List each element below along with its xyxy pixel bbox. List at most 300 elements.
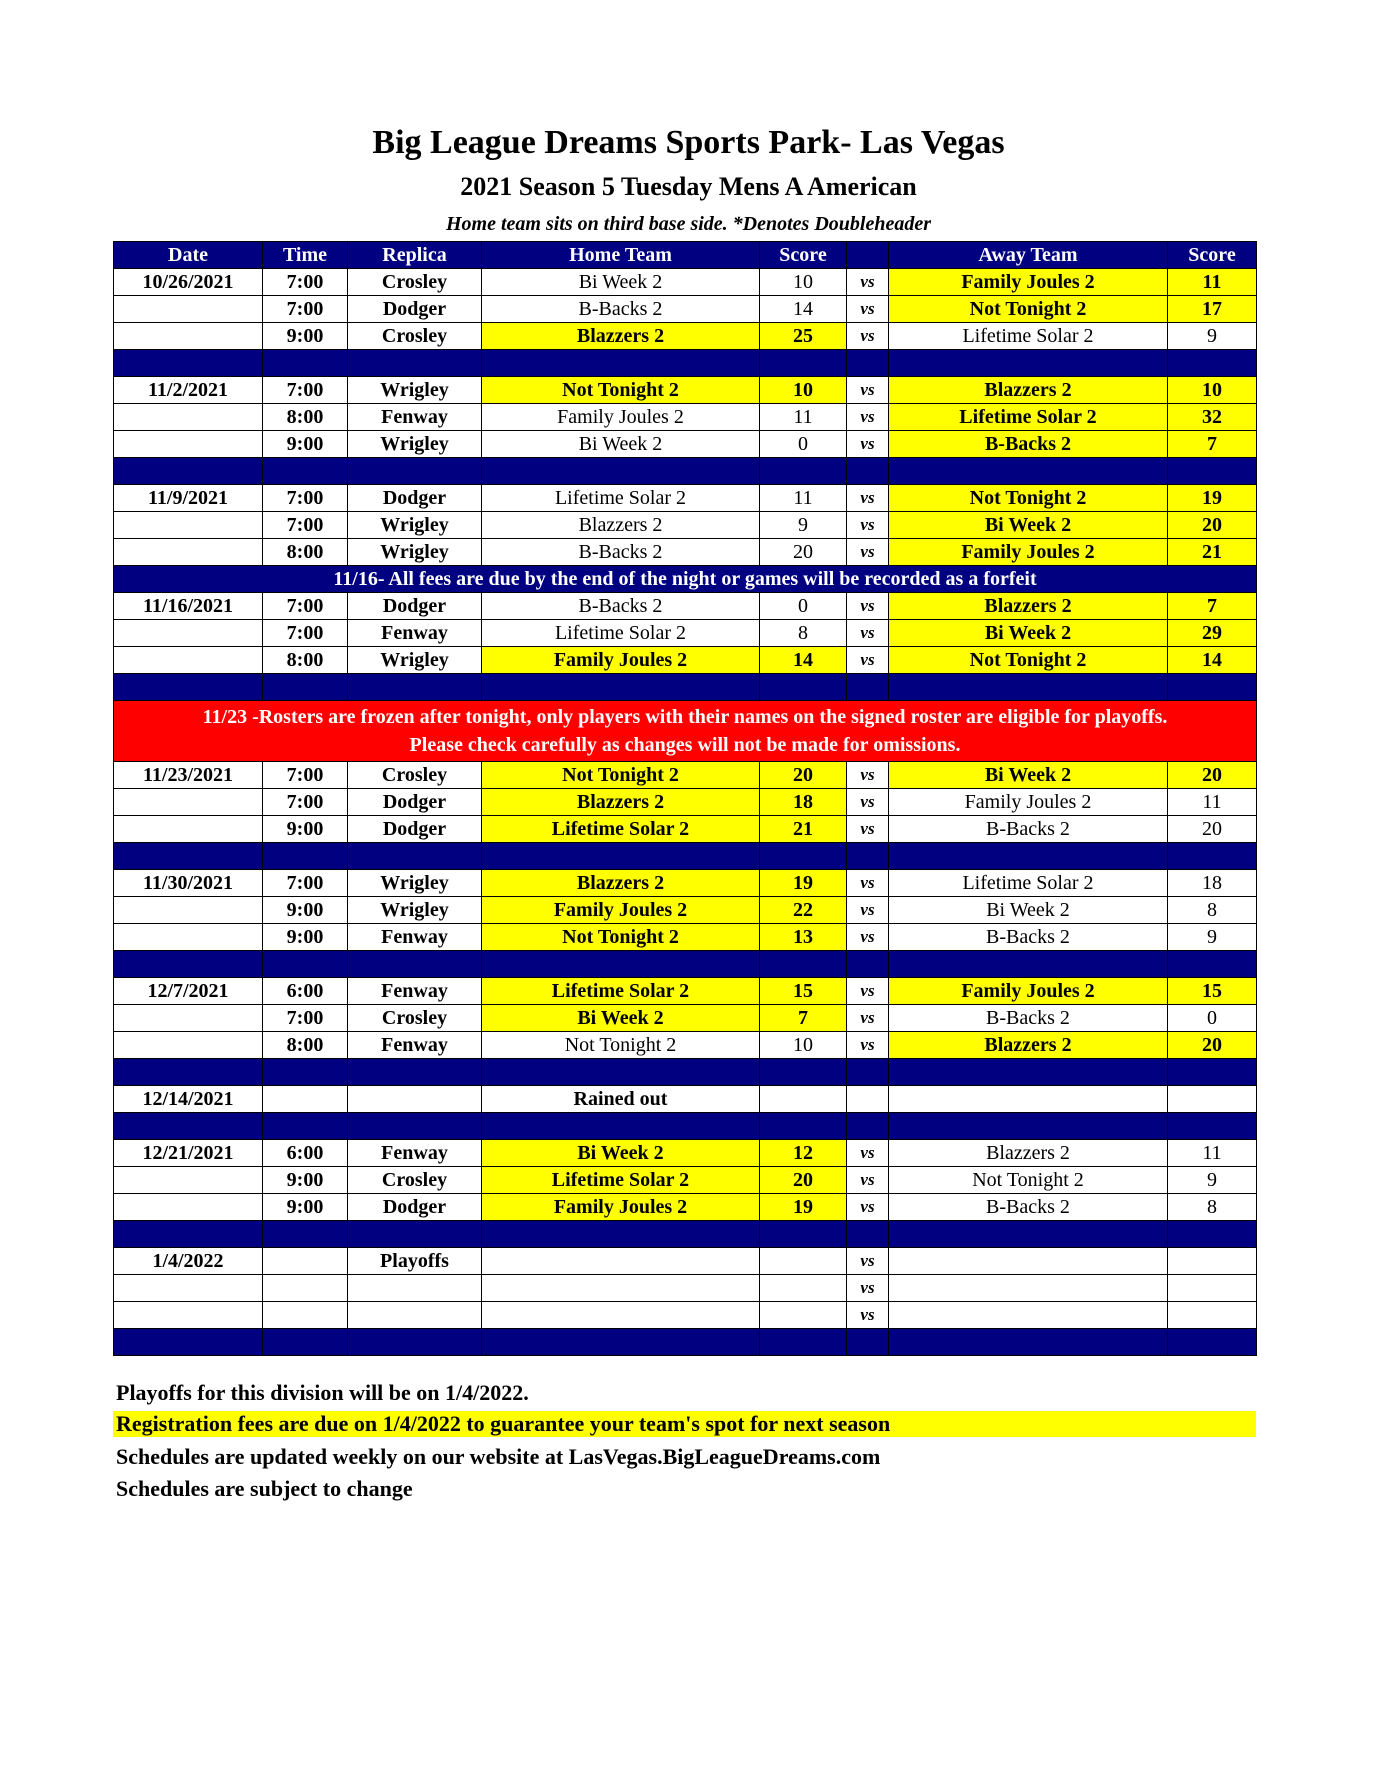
spacer-row xyxy=(114,1329,1257,1356)
spacer-cell xyxy=(1168,458,1257,485)
roster-notice-row xyxy=(114,701,1257,762)
vs-label: vs xyxy=(847,870,889,897)
spacer-cell xyxy=(263,674,348,701)
home-team xyxy=(482,1248,760,1275)
game-date xyxy=(114,1005,263,1032)
away-team: Lifetime Solar 2 xyxy=(889,404,1168,431)
spacer-cell xyxy=(1168,843,1257,870)
spacer-cell xyxy=(482,1221,760,1248)
game-date xyxy=(114,1275,263,1302)
spacer-cell xyxy=(482,1329,760,1356)
spacer-cell xyxy=(889,1329,1168,1356)
game-date: 12/21/2021 xyxy=(114,1140,263,1167)
home-score: 20 xyxy=(760,762,847,789)
game-date xyxy=(114,296,263,323)
spacer-cell xyxy=(482,1113,760,1140)
game-time: 9:00 xyxy=(263,924,348,951)
away-score: 20 xyxy=(1168,1032,1257,1059)
game-replica: Fenway xyxy=(348,978,482,1005)
game-time: 6:00 xyxy=(263,1140,348,1167)
col-date-header: Date xyxy=(114,242,263,269)
game-time xyxy=(263,1275,348,1302)
vs-label: vs xyxy=(847,620,889,647)
spacer-row xyxy=(114,951,1257,978)
game-replica: Fenway xyxy=(348,1032,482,1059)
away-score: 7 xyxy=(1168,431,1257,458)
home-team: Lifetime Solar 2 xyxy=(482,978,760,1005)
spacer-cell xyxy=(348,674,482,701)
away-team: Bi Week 2 xyxy=(889,512,1168,539)
game-replica: Wrigley xyxy=(348,377,482,404)
vs-label: vs xyxy=(847,296,889,323)
home-score: 20 xyxy=(760,1167,847,1194)
game-row xyxy=(114,620,1257,647)
game-replica: Wrigley xyxy=(348,870,482,897)
col-home-team-header: Home Team xyxy=(482,242,760,269)
away-team: Not Tonight 2 xyxy=(889,485,1168,512)
away-score xyxy=(1168,1248,1257,1275)
spacer-cell xyxy=(847,843,889,870)
spacer-cell xyxy=(348,843,482,870)
game-row xyxy=(114,816,1257,843)
col-replica-header: Replica xyxy=(348,242,482,269)
away-team: Lifetime Solar 2 xyxy=(889,870,1168,897)
away-score: 11 xyxy=(1168,269,1257,296)
vs-label: vs xyxy=(847,1302,889,1329)
home-team: Not Tonight 2 xyxy=(482,762,760,789)
spacer-row xyxy=(114,1221,1257,1248)
game-date: 11/2/2021 xyxy=(114,377,263,404)
home-score: 11 xyxy=(760,485,847,512)
home-team xyxy=(482,1302,760,1329)
game-time: 7:00 xyxy=(263,789,348,816)
vs-label: vs xyxy=(847,789,889,816)
game-date xyxy=(114,816,263,843)
home-score: 7 xyxy=(760,1005,847,1032)
away-score: 21 xyxy=(1168,539,1257,566)
home-team: Blazzers 2 xyxy=(482,323,760,350)
spacer-cell xyxy=(760,350,847,377)
game-time xyxy=(263,1248,348,1275)
away-team xyxy=(889,1248,1168,1275)
spacer-row xyxy=(114,350,1257,377)
home-team: Not Tonight 2 xyxy=(482,1032,760,1059)
rained-out-row xyxy=(114,1086,1257,1113)
away-team: Not Tonight 2 xyxy=(889,647,1168,674)
spacer-cell xyxy=(263,1329,348,1356)
game-replica: Fenway xyxy=(348,404,482,431)
game-replica: Wrigley xyxy=(348,647,482,674)
home-team: Family Joules 2 xyxy=(482,647,760,674)
home-team: Blazzers 2 xyxy=(482,512,760,539)
game-row xyxy=(114,978,1257,1005)
away-team: Blazzers 2 xyxy=(889,593,1168,620)
game-replica: Dodger xyxy=(348,789,482,816)
col-away-team-header: Away Team xyxy=(889,242,1168,269)
game-time: 9:00 xyxy=(263,323,348,350)
page-title: Big League Dreams Sports Park- Las Vegas xyxy=(372,124,1005,161)
table-header-row xyxy=(114,242,1257,269)
home-score: 9 xyxy=(760,512,847,539)
home-score: 12 xyxy=(760,1140,847,1167)
spacer-cell xyxy=(760,1059,847,1086)
away-team xyxy=(889,1086,1168,1113)
home-team: Bi Week 2 xyxy=(482,431,760,458)
spacer-cell xyxy=(1168,1059,1257,1086)
game-row xyxy=(114,1005,1257,1032)
game-date xyxy=(114,323,263,350)
home-team: Blazzers 2 xyxy=(482,789,760,816)
spacer-cell xyxy=(847,951,889,978)
vs-label: vs xyxy=(847,404,889,431)
game-row xyxy=(114,1167,1257,1194)
vs-label: vs xyxy=(847,978,889,1005)
game-replica: Wrigley xyxy=(348,512,482,539)
game-replica: Dodger xyxy=(348,296,482,323)
spacer-cell xyxy=(760,951,847,978)
away-team: Family Joules 2 xyxy=(889,539,1168,566)
home-team: Lifetime Solar 2 xyxy=(482,816,760,843)
vs-label: vs xyxy=(847,816,889,843)
game-replica xyxy=(348,1275,482,1302)
spacer-cell xyxy=(348,1329,482,1356)
roster-notice-line-2: Please check carefully as changes will not be made for omissions. xyxy=(409,734,961,756)
game-replica xyxy=(348,1086,482,1113)
away-team: Lifetime Solar 2 xyxy=(889,323,1168,350)
vs-label: vs xyxy=(847,593,889,620)
game-replica: Dodger xyxy=(348,1194,482,1221)
home-score xyxy=(760,1248,847,1275)
roster-notice-line-1: 11/23 -Rosters are frozen after tonight, only players with their names on the signed roster are eligible for playoffs. xyxy=(202,706,1168,728)
game-row xyxy=(114,593,1257,620)
game-time: 7:00 xyxy=(263,593,348,620)
home-score: 0 xyxy=(760,431,847,458)
vs-label: vs xyxy=(847,1275,889,1302)
game-date: 11/9/2021 xyxy=(114,485,263,512)
home-score: 0 xyxy=(760,593,847,620)
spacer-cell xyxy=(847,458,889,485)
game-row xyxy=(114,431,1257,458)
playoff-row xyxy=(114,1275,1257,1302)
spacer-cell xyxy=(114,1113,263,1140)
game-time: 9:00 xyxy=(263,816,348,843)
spacer-cell xyxy=(760,843,847,870)
away-team: B-Backs 2 xyxy=(889,816,1168,843)
home-score: 10 xyxy=(760,269,847,296)
vs-label: vs xyxy=(847,762,889,789)
spacer-cell xyxy=(114,1329,263,1356)
game-date xyxy=(114,924,263,951)
away-team: B-Backs 2 xyxy=(889,1005,1168,1032)
game-row xyxy=(114,404,1257,431)
spacer-row xyxy=(114,1059,1257,1086)
spacer-cell xyxy=(348,1221,482,1248)
vs-label: vs xyxy=(847,431,889,458)
spacer-cell xyxy=(889,458,1168,485)
spacer-cell xyxy=(760,458,847,485)
fee-notice-text: 11/16- All fees are due by the end of the night or games will be recorded as a forfeit xyxy=(114,566,1257,593)
game-date xyxy=(114,789,263,816)
game-replica: Crosley xyxy=(348,323,482,350)
game-replica: Fenway xyxy=(348,924,482,951)
spacer-cell xyxy=(263,1059,348,1086)
game-date: 10/26/2021 xyxy=(114,269,263,296)
game-row xyxy=(114,269,1257,296)
spacer-cell xyxy=(482,674,760,701)
game-row xyxy=(114,323,1257,350)
game-time: 8:00 xyxy=(263,539,348,566)
spacer-cell xyxy=(889,1113,1168,1140)
schedule-note: Home team sits on third base side. *Denotes Doubleheader xyxy=(446,213,931,235)
col-vs-header xyxy=(847,242,889,269)
home-team: Family Joules 2 xyxy=(482,404,760,431)
game-time: 7:00 xyxy=(263,762,348,789)
home-team: B-Backs 2 xyxy=(482,296,760,323)
away-score: 18 xyxy=(1168,870,1257,897)
game-row xyxy=(114,485,1257,512)
game-replica: Wrigley xyxy=(348,897,482,924)
home-team: Bi Week 2 xyxy=(482,1005,760,1032)
game-replica xyxy=(348,1302,482,1329)
home-score: 8 xyxy=(760,620,847,647)
spacer-cell xyxy=(760,1329,847,1356)
game-date: 11/16/2021 xyxy=(114,593,263,620)
game-date: 11/30/2021 xyxy=(114,870,263,897)
away-team: Family Joules 2 xyxy=(889,978,1168,1005)
spacer-cell xyxy=(889,1059,1168,1086)
away-score: 11 xyxy=(1168,1140,1257,1167)
away-score: 11 xyxy=(1168,789,1257,816)
spacer-cell xyxy=(114,674,263,701)
home-team: B-Backs 2 xyxy=(482,593,760,620)
spacer-cell xyxy=(263,1113,348,1140)
away-score: 20 xyxy=(1168,816,1257,843)
home-score: 22 xyxy=(760,897,847,924)
away-team: Blazzers 2 xyxy=(889,377,1168,404)
spacer-cell xyxy=(263,1221,348,1248)
game-time xyxy=(263,1086,348,1113)
spacer-cell xyxy=(847,674,889,701)
away-score: 0 xyxy=(1168,1005,1257,1032)
spacer-cell xyxy=(1168,674,1257,701)
game-row xyxy=(114,1032,1257,1059)
home-score: 14 xyxy=(760,296,847,323)
home-score xyxy=(760,1302,847,1329)
home-score: 25 xyxy=(760,323,847,350)
away-score: 9 xyxy=(1168,1167,1257,1194)
spacer-cell xyxy=(348,458,482,485)
home-score: 19 xyxy=(760,1194,847,1221)
spacer-cell xyxy=(263,951,348,978)
game-row xyxy=(114,924,1257,951)
game-time: 7:00 xyxy=(263,485,348,512)
away-score: 32 xyxy=(1168,404,1257,431)
fee-notice-row xyxy=(114,566,1257,593)
game-date xyxy=(114,897,263,924)
spacer-cell xyxy=(348,1113,482,1140)
spacer-cell xyxy=(847,1059,889,1086)
spacer-row xyxy=(114,843,1257,870)
game-date xyxy=(114,431,263,458)
game-time: 9:00 xyxy=(263,431,348,458)
home-team: Bi Week 2 xyxy=(482,1140,760,1167)
vs-label: vs xyxy=(847,377,889,404)
game-date: 11/23/2021 xyxy=(114,762,263,789)
home-score: 13 xyxy=(760,924,847,951)
away-team: Not Tonight 2 xyxy=(889,296,1168,323)
spacer-cell xyxy=(263,350,348,377)
spacer-cell xyxy=(114,951,263,978)
game-replica: Crosley xyxy=(348,269,482,296)
vs-label: vs xyxy=(847,485,889,512)
game-time: 7:00 xyxy=(263,296,348,323)
spacer-cell xyxy=(114,1221,263,1248)
home-score xyxy=(760,1086,847,1113)
spacer-cell xyxy=(847,1221,889,1248)
home-score: 20 xyxy=(760,539,847,566)
vs-label: vs xyxy=(847,1032,889,1059)
home-team: Bi Week 2 xyxy=(482,269,760,296)
home-team: Lifetime Solar 2 xyxy=(482,620,760,647)
vs-label: vs xyxy=(847,1248,889,1275)
spacer-cell xyxy=(847,1113,889,1140)
footer-playoffs-note: Playoffs for this division will be on 1/4/2022. xyxy=(116,1380,529,1405)
footer-website-note: Schedules are updated weekly on our website at LasVegas.BigLeagueDreams.com xyxy=(116,1444,881,1469)
home-score: 18 xyxy=(760,789,847,816)
away-team: B-Backs 2 xyxy=(889,1194,1168,1221)
col-home-score-header: Score xyxy=(760,242,847,269)
game-time: 9:00 xyxy=(263,897,348,924)
away-score: 8 xyxy=(1168,1194,1257,1221)
away-team: Bi Week 2 xyxy=(889,897,1168,924)
game-row xyxy=(114,512,1257,539)
game-row xyxy=(114,539,1257,566)
game-row xyxy=(114,789,1257,816)
away-team xyxy=(889,1302,1168,1329)
game-date xyxy=(114,620,263,647)
game-time: 9:00 xyxy=(263,1194,348,1221)
game-date: 12/7/2021 xyxy=(114,978,263,1005)
game-time: 7:00 xyxy=(263,620,348,647)
away-team: Blazzers 2 xyxy=(889,1032,1168,1059)
away-score: 14 xyxy=(1168,647,1257,674)
schedule-table xyxy=(113,241,1257,1356)
vs-label: vs xyxy=(847,1140,889,1167)
game-time: 7:00 xyxy=(263,1005,348,1032)
game-replica: Fenway xyxy=(348,620,482,647)
spacer-cell xyxy=(889,350,1168,377)
roster-notice xyxy=(114,701,1257,762)
spacer-cell xyxy=(482,951,760,978)
home-team: Family Joules 2 xyxy=(482,1194,760,1221)
vs-label: vs xyxy=(847,323,889,350)
game-replica: Crosley xyxy=(348,1005,482,1032)
away-score: 29 xyxy=(1168,620,1257,647)
spacer-row xyxy=(114,1113,1257,1140)
game-row xyxy=(114,870,1257,897)
spacer-cell xyxy=(889,674,1168,701)
spacer-row xyxy=(114,674,1257,701)
game-time xyxy=(263,1302,348,1329)
spacer-cell xyxy=(348,951,482,978)
vs-label: vs xyxy=(847,1167,889,1194)
spacer-cell xyxy=(889,1221,1168,1248)
vs-label: vs xyxy=(847,924,889,951)
spacer-cell xyxy=(348,350,482,377)
vs-label: vs xyxy=(847,1005,889,1032)
game-date xyxy=(114,1167,263,1194)
footer-registration-note: Registration fees are due on 1/4/2022 to guarantee your team's spot for next season xyxy=(113,1411,1256,1437)
game-row xyxy=(114,1140,1257,1167)
away-score: 9 xyxy=(1168,323,1257,350)
game-row xyxy=(114,647,1257,674)
spacer-cell xyxy=(760,674,847,701)
home-score: 15 xyxy=(760,978,847,1005)
vs-label: vs xyxy=(847,539,889,566)
spacer-cell xyxy=(482,843,760,870)
spacer-cell xyxy=(1168,1113,1257,1140)
spacer-cell xyxy=(760,1221,847,1248)
home-team xyxy=(482,1275,760,1302)
game-time: 7:00 xyxy=(263,269,348,296)
game-replica: Fenway xyxy=(348,1140,482,1167)
game-replica: Playoffs xyxy=(348,1248,482,1275)
spacer-cell xyxy=(114,843,263,870)
game-time: 7:00 xyxy=(263,512,348,539)
away-team: B-Backs 2 xyxy=(889,431,1168,458)
away-team xyxy=(889,1275,1168,1302)
game-row xyxy=(114,897,1257,924)
home-team: Blazzers 2 xyxy=(482,870,760,897)
game-replica: Wrigley xyxy=(348,539,482,566)
game-date xyxy=(114,1194,263,1221)
away-score: 20 xyxy=(1168,762,1257,789)
away-team: Family Joules 2 xyxy=(889,269,1168,296)
vs-label: vs xyxy=(847,897,889,924)
home-team: Not Tonight 2 xyxy=(482,377,760,404)
spacer-cell xyxy=(482,1059,760,1086)
spacer-cell xyxy=(114,458,263,485)
away-score: 10 xyxy=(1168,377,1257,404)
away-score: 17 xyxy=(1168,296,1257,323)
spacer-cell xyxy=(889,951,1168,978)
game-date xyxy=(114,512,263,539)
game-date: 12/14/2021 xyxy=(114,1086,263,1113)
vs-label: vs xyxy=(847,512,889,539)
away-score: 19 xyxy=(1168,485,1257,512)
spacer-cell xyxy=(482,350,760,377)
footer-change-note: Schedules are subject to change xyxy=(116,1476,413,1501)
spacer-cell xyxy=(114,350,263,377)
col-time-header: Time xyxy=(263,242,348,269)
game-time: 6:00 xyxy=(263,978,348,1005)
home-team: Not Tonight 2 xyxy=(482,924,760,951)
game-date xyxy=(114,539,263,566)
vs-label: vs xyxy=(847,1194,889,1221)
home-team: B-Backs 2 xyxy=(482,539,760,566)
spacer-cell xyxy=(114,1059,263,1086)
game-row xyxy=(114,296,1257,323)
spacer-cell xyxy=(847,1329,889,1356)
home-score: 10 xyxy=(760,1032,847,1059)
playoff-row xyxy=(114,1302,1257,1329)
spacer-cell xyxy=(1168,951,1257,978)
home-team: Lifetime Solar 2 xyxy=(482,1167,760,1194)
game-date xyxy=(114,404,263,431)
away-score: 20 xyxy=(1168,512,1257,539)
game-time: 7:00 xyxy=(263,870,348,897)
spacer-cell xyxy=(1168,350,1257,377)
